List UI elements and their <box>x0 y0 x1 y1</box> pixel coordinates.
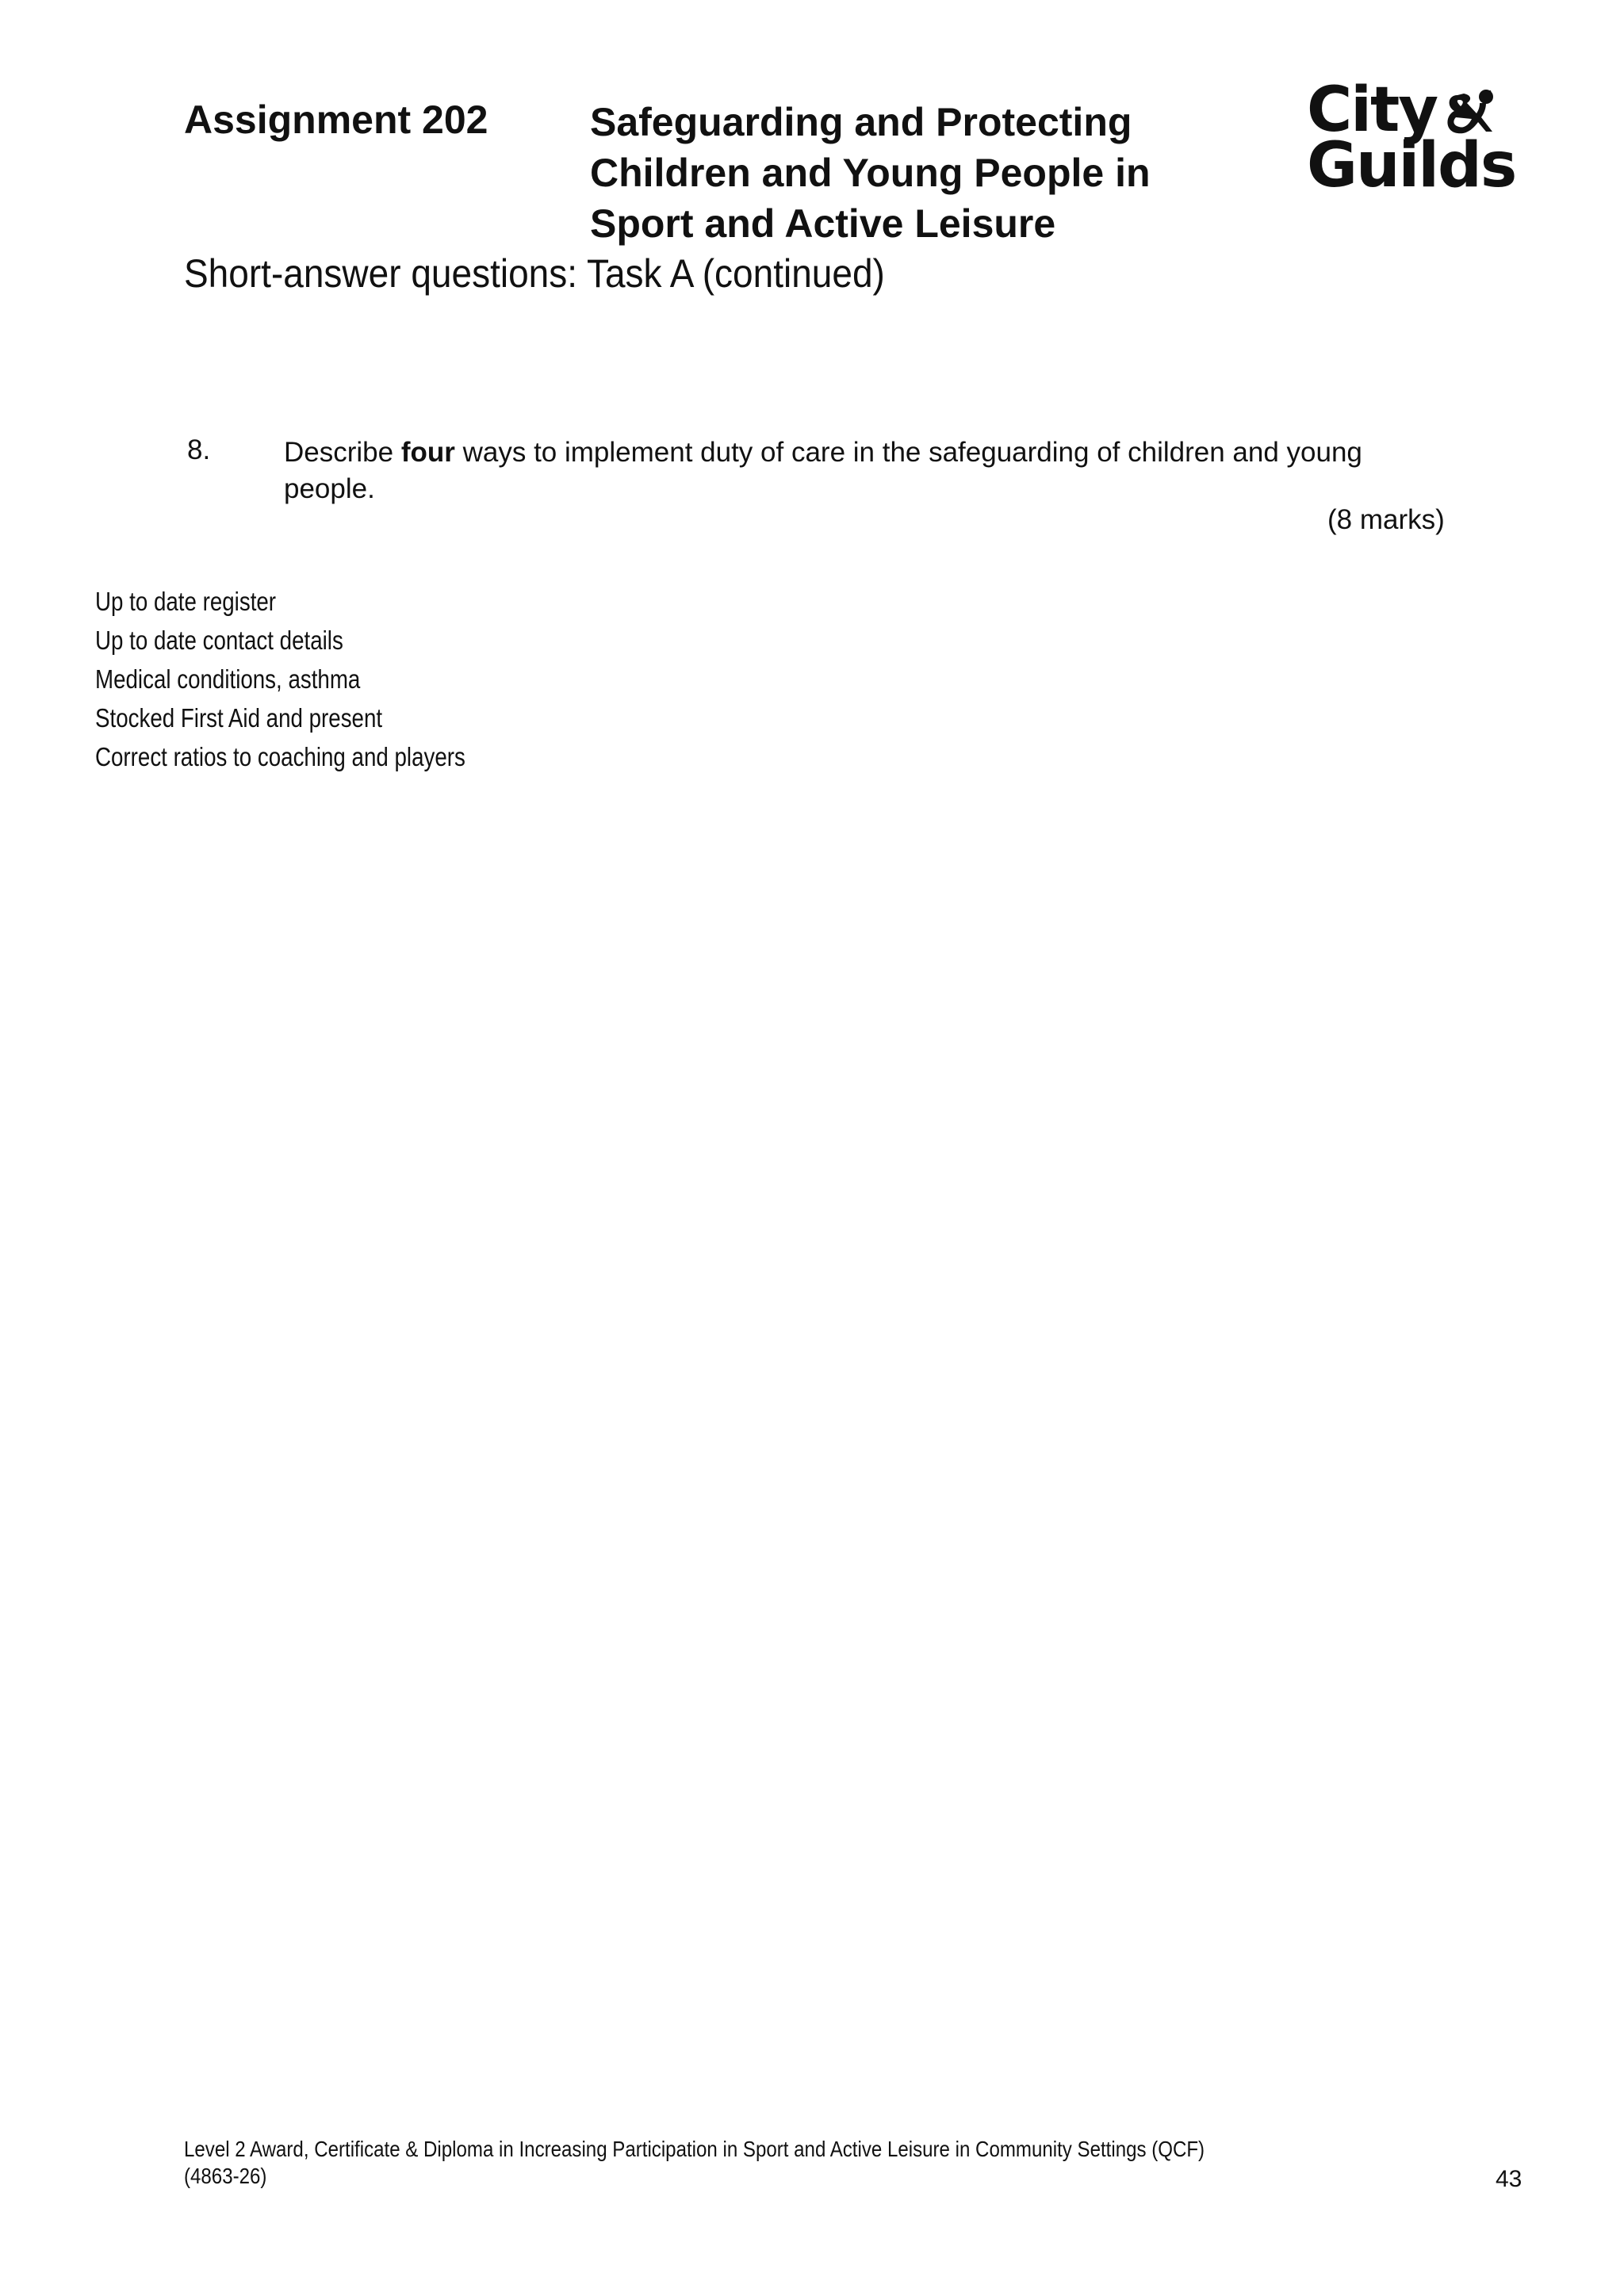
ampersand-lion-icon <box>1440 87 1497 144</box>
logo-line-city: City <box>1307 75 1438 146</box>
question-emphasis: four <box>400 437 455 468</box>
question-text-start: Describe <box>284 437 401 468</box>
answer-line: Up to date contact details <box>95 626 343 655</box>
logo-line-guilds: Guilds <box>1307 130 1516 201</box>
section-subtitle: Short-answer questions: Task A (continued) <box>184 251 885 296</box>
answer-line: Medical conditions, asthma <box>95 664 361 694</box>
question-text-end: ways to implement duty of care in the safeguarding of children and young people. <box>284 437 1362 504</box>
question-marks: (8 marks) <box>1327 504 1445 535</box>
answer-line: Stocked First Aid and present <box>95 703 383 733</box>
answer-list <box>95 582 465 776</box>
page-number: 43 <box>1496 2166 1522 2192</box>
assignment-label: Assignment 202 <box>184 98 488 142</box>
answer-line: Correct ratios to coaching and players <box>95 742 465 771</box>
question-number: 8. <box>187 434 211 465</box>
question-text <box>284 434 1410 507</box>
footer-qualification: Level 2 Award, Certificate & Diploma in Increasing Participation in Sport and Active Leisure in Community Settings (QCF) <box>184 2137 1205 2161</box>
title-line-2: Children and Young People in <box>590 151 1151 195</box>
footer-code: (4863-26) <box>184 2164 267 2188</box>
page-footer <box>184 2136 1205 2190</box>
title-line-3: Sport and Active Leisure <box>590 201 1056 246</box>
title-line-1: Safeguarding and Protecting <box>590 100 1132 144</box>
answer-line: Up to date register <box>95 587 277 616</box>
document-title <box>590 97 1151 249</box>
city-guilds-logo <box>1307 75 1516 217</box>
